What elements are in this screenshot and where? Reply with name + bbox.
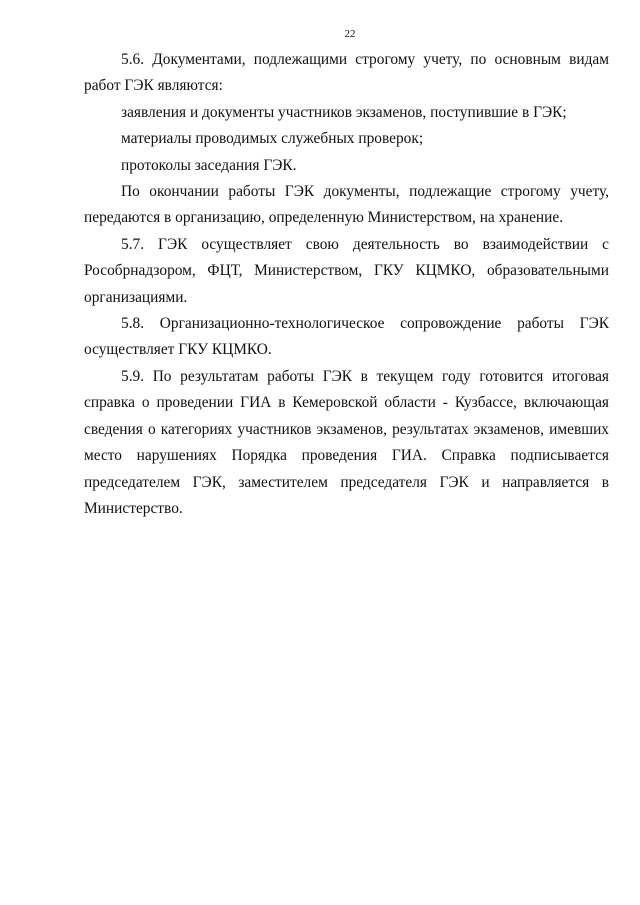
page-number: 22: [344, 28, 356, 40]
paragraph-5-8: 5.8. Организационно-технологическое сопровождение работы ГЭК осуществляет ГКУ КЦМКО.: [84, 315, 609, 359]
document-body: [84, 47, 609, 522]
list-item-inspection-materials: материалы проводимых служебных проверок;: [121, 130, 424, 148]
list-item-meeting-protocols: протоколы заседания ГЭК.: [121, 156, 297, 174]
paragraph-5-7: 5.7. ГЭК осуществляет свою деятельность во взаимодействии с Рособрнадзором, ФЦТ, Министерством, ГКУ КЦМКО, образовательными организациями.: [84, 235, 609, 306]
paragraph-5-6-intro: 5.6. Документами, подлежащими строгому учету, по основным видам работ ГЭК являются:: [84, 51, 609, 95]
paragraph-5-6-storage: По окончании работы ГЭК документы, подлежащие строгому учету, передаются в организацию, определенную Министерством, на хранение.: [84, 183, 609, 227]
list-item-applications: заявления и документы участников экзаменов, поступившие в ГЭК;: [121, 103, 567, 121]
paragraph-5-9: 5.9. По результатам работы ГЭК в текущем году готовится итоговая справка о проведении ГИА в Кемеровской области - Кузбассе, включающая сведения о категориях участников экзаменов, результатах экзаменов, имевших место нарушениях Порядка проведения ГИА. Справка подписывается председателем ГЭК, заместителем председателя ГЭК и направляется в Министерство.: [84, 367, 609, 517]
